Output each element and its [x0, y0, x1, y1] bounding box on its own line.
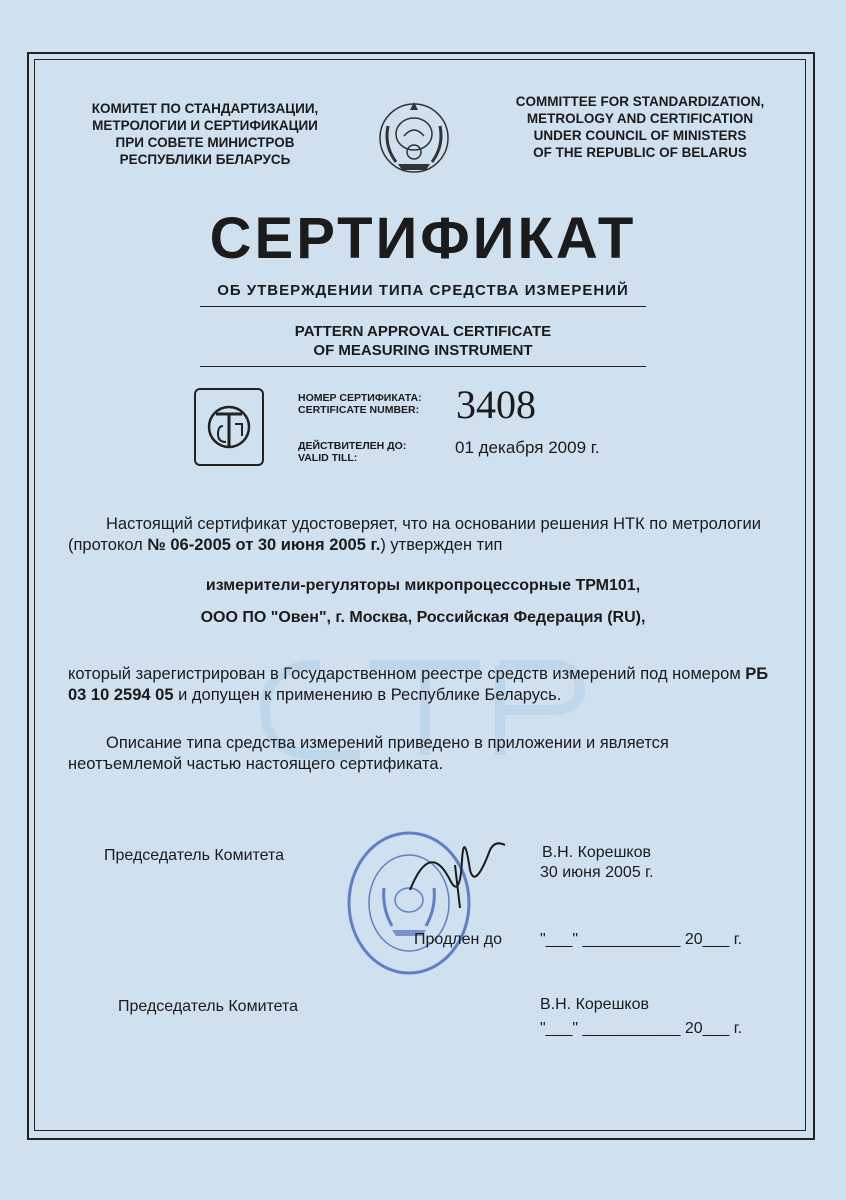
handwritten-signature: [400, 820, 510, 910]
committee-en-line: OF THE REPUBLIC OF BELARUS: [533, 145, 747, 160]
protocol-reference: № 06-2005 от 30 июня 2005 г.: [147, 536, 381, 554]
valid-till-label-line: VALID TILL:: [298, 452, 358, 464]
certificate-number-label-line: НОМЕР СЕРТИФИКАТА:: [298, 392, 422, 404]
subtitle-en-line: OF MEASURING INSTRUMENT: [313, 342, 533, 359]
paragraph-registry: [68, 664, 778, 706]
committee-en-line: COMMITTEE FOR STANDARDIZATION,: [515, 94, 765, 109]
valid-till-date: 01 декабря 2009 г.: [455, 438, 600, 457]
chairman-label: Председатель Комитета: [104, 847, 285, 864]
committee-ru-line: КОМИТЕТ ПО СТАНДАРТИЗАЦИИ,: [91, 101, 319, 116]
signature-date: 30 июня 2005 г.: [540, 864, 654, 881]
committee-ru-line: РЕСПУБЛИКИ БЕЛАРУСЬ: [119, 152, 291, 167]
paragraph-text: Настоящий сертификат удостоверяет, что на основании решения НТК по метрологии (протокол: [68, 515, 761, 554]
extension-date-blank: "___" ___________ 20___ г.: [540, 1020, 743, 1037]
certificate-number: 3408: [456, 382, 536, 427]
certificate-number-label: [298, 392, 422, 416]
committee-ru-line: МЕТРОЛОГИИ И СЕРТИФИКАЦИИ: [92, 118, 318, 133]
product-name: измерители-регуляторы микропроцессорные ТРМ101,: [205, 577, 641, 594]
subtitle-ru: ОБ УТВЕРЖДЕНИИ ТИПА СРЕДСТВА ИЗМЕРЕНИЙ: [217, 282, 629, 299]
divider: [200, 366, 646, 367]
paragraph-description: Описание типа средства измерений приведено в приложении и является неотъемлемой частью настоящего сертификата.: [68, 734, 669, 773]
committee-name-en: [480, 93, 800, 161]
subtitle-en-line: PATTERN APPROVAL CERTIFICATE: [294, 323, 552, 340]
paragraph-text: ) утвержден тип: [380, 536, 503, 554]
chairman-name: В.Н. Корешков: [540, 996, 649, 1013]
chairman-label: Председатель Комитета: [118, 998, 299, 1015]
chairman-name: В.Н. Корешков: [542, 844, 651, 861]
committee-name-ru: [55, 100, 355, 168]
paragraph-text: который зарегистрирован в Государственном реестре средств измерений под номером: [68, 665, 746, 683]
valid-till-label: [298, 440, 406, 464]
extended-until-label: Продлен до: [414, 931, 503, 948]
certificate-title: СЕРТИФИКАТ: [209, 206, 637, 271]
registry-number: РБ 03 10 2594 05: [68, 665, 769, 704]
committee-en-line: METROLOGY AND CERTIFICATION: [526, 111, 754, 126]
divider: [200, 306, 646, 307]
subtitle-en: [0, 322, 846, 360]
certification-mark-icon: [194, 388, 264, 466]
paragraph-text: и допущен к применению в Республике Беларусь.: [173, 686, 562, 704]
certificate-number-label-line: CERTIFICATE NUMBER:: [298, 404, 420, 416]
committee-ru-line: ПРИ СОВЕТЕ МИНИСТРОВ: [115, 135, 295, 150]
committee-en-line: UNDER COUNCIL OF MINISTERS: [533, 128, 747, 143]
belarus-emblem-icon: [374, 96, 454, 176]
manufacturer: ООО ПО "Овен", г. Москва, Российская Федерация (RU),: [200, 609, 646, 626]
paragraph-approval: [68, 514, 778, 556]
valid-till-label-line: ДЕЙСТВИТЕЛЕН ДО:: [298, 440, 407, 452]
extension-date-blank: "___" ___________ 20___ г.: [540, 931, 743, 948]
